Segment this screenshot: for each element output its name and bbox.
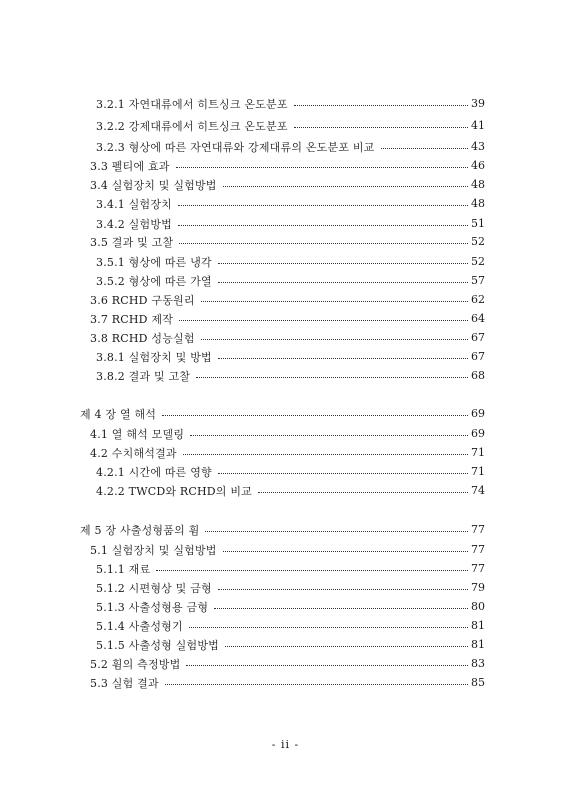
dot-leader [178, 205, 468, 206]
toc-entry-page: 52 [471, 255, 485, 268]
toc-entry-title: 제 5 장 사출성형품의 휨 [80, 523, 200, 537]
toc-entry [96, 252, 485, 271]
page-number: - ii - [271, 738, 300, 751]
dot-leader [186, 665, 468, 666]
toc-entry-page: 57 [471, 274, 485, 287]
toc-entry-page: 81 [471, 638, 485, 651]
toc-entry-title: 3.6 RCHD 구동원리 [90, 293, 195, 307]
toc-entry [96, 481, 485, 500]
dot-leader [190, 435, 468, 436]
dot-leader [218, 589, 468, 590]
dot-leader [218, 473, 468, 474]
toc-entry-title: 3.2.3 형상에 따른 자연대류와 강제대류의 온도분포 비교 [96, 140, 375, 154]
toc-entry-page: 64 [471, 312, 485, 325]
toc-entry [90, 424, 485, 443]
toc-entry [90, 328, 485, 347]
toc-entry-page: 69 [471, 407, 485, 420]
toc-entry-page: 77 [471, 523, 485, 536]
toc-entry-title: 3.4.1 실험장치 [96, 197, 172, 211]
toc-entry [90, 654, 485, 673]
toc-entry-title: 5.1.5 사출성형 실험방법 [96, 638, 219, 652]
dot-leader [205, 531, 468, 532]
toc-entry-title: 5.1.2 시편형상 및 금형 [96, 581, 212, 595]
toc-entry-page: 39 [471, 97, 485, 110]
toc-entry-title: 5.1 실험장치 및 실험방법 [90, 543, 217, 557]
dot-leader [218, 263, 468, 264]
toc-entry-title: 4.2.2 TWCD와 RCHD의 비교 [96, 484, 252, 498]
toc-entry [90, 309, 485, 328]
toc-entry-page: 74 [471, 484, 485, 497]
dot-leader [218, 358, 468, 359]
toc-entry-page: 69 [471, 427, 485, 440]
toc-entry-title: 3.4.2 실험방법 [96, 217, 172, 231]
toc-entry [90, 156, 485, 175]
toc-entry [96, 194, 485, 213]
dot-leader [214, 608, 468, 609]
toc-entry [96, 578, 485, 597]
toc-entry-title: 3.8 RCHD 성능실험 [90, 331, 195, 345]
toc-entry [96, 616, 485, 635]
toc-entry-title: 3.5.2 형상에 따른 가열 [96, 274, 212, 288]
toc-entry-title: 5.2 휨의 측정방법 [90, 657, 181, 671]
toc-entry [96, 116, 485, 135]
dot-leader [294, 105, 468, 106]
toc-chapter [80, 404, 485, 423]
toc-entry-title: 5.3 실험 결과 [90, 676, 159, 690]
toc-entry-title: 3.3 펠티에 효과 [90, 159, 170, 173]
toc-entry [96, 347, 485, 366]
toc-entry [96, 559, 485, 578]
toc-entry-page: 81 [471, 619, 485, 632]
toc-entry-page: 83 [471, 657, 485, 670]
toc-entry [96, 214, 485, 233]
toc-entry-title: 3.4 실험장치 및 실험방법 [90, 178, 217, 192]
dot-leader [183, 454, 468, 455]
toc-entry-page: 41 [471, 119, 485, 132]
toc-entry-title: 3.8.2 결과 및 고찰 [96, 369, 191, 383]
toc-entry-title: 3.5 결과 및 고찰 [90, 235, 174, 249]
toc-entry-title: 4.2 수치해석결과 [90, 446, 177, 460]
toc-entry [90, 443, 485, 462]
dot-leader [201, 339, 468, 340]
dot-leader [179, 320, 468, 321]
dot-leader [189, 627, 468, 628]
toc-entry-page: 43 [471, 140, 485, 153]
toc-entry-title: 4.2.1 시간에 따른 영향 [96, 465, 212, 479]
toc-entry-page: 71 [471, 465, 485, 478]
dot-leader [156, 570, 468, 571]
toc-entry-page: 51 [471, 217, 485, 230]
toc-entry-title: 3.2.1 자연대류에서 히트싱크 온도분포 [96, 97, 288, 111]
toc-entry-title: 5.1.3 사출성형용 금형 [96, 600, 209, 614]
toc-entry [96, 635, 485, 654]
toc-entry-page: 79 [471, 581, 485, 594]
toc-entry-page: 80 [471, 600, 485, 613]
toc-entry-title: 3.5.1 형상에 따른 냉각 [96, 255, 212, 269]
dot-leader [162, 415, 468, 416]
toc-entry [96, 366, 485, 385]
dot-leader [201, 301, 468, 302]
toc-entry [96, 597, 485, 616]
toc-entry-page: 46 [471, 159, 485, 172]
toc-entry [90, 540, 485, 559]
toc-entry-page: 85 [471, 676, 485, 689]
toc-entry [96, 137, 485, 156]
toc-entry-title: 제 4 장 열 해석 [80, 407, 157, 421]
toc-entry [90, 673, 485, 692]
toc-entry-title: 4.1 열 해석 모델링 [90, 427, 185, 441]
toc-entry-page: 48 [471, 197, 485, 210]
dot-leader [381, 148, 468, 149]
toc-chapter [80, 520, 485, 539]
dot-leader [223, 551, 468, 552]
toc-entry-page: 68 [471, 369, 485, 382]
toc-entry-page: 67 [471, 331, 485, 344]
toc-entry-page: 77 [471, 543, 485, 556]
toc-entry-page: 67 [471, 350, 485, 363]
dot-leader [176, 167, 468, 168]
toc-entry-page: 62 [471, 293, 485, 306]
toc-entry [90, 232, 485, 251]
toc-entry-page: 48 [471, 178, 485, 191]
toc-entry-page: 52 [471, 235, 485, 248]
toc-entry [90, 175, 485, 194]
toc-entry-title: 5.1.1 재료 [96, 562, 151, 576]
dot-leader [294, 127, 468, 128]
dot-leader [196, 377, 468, 378]
toc-entry-title: 5.1.4 사출성형기 [96, 619, 183, 633]
toc-entry-title: 3.2.2 강제대류에서 히트싱크 온도분포 [96, 119, 288, 133]
toc-entry-page: 71 [471, 446, 485, 459]
toc-entry-page: 77 [471, 562, 485, 575]
dot-leader [225, 646, 468, 647]
toc-entry [96, 271, 485, 290]
toc-entry [90, 290, 485, 309]
toc-entry [96, 94, 485, 113]
dot-leader [258, 492, 468, 493]
toc-entry [96, 462, 485, 481]
dot-leader [178, 225, 468, 226]
toc-entry-title: 3.8.1 실험장치 및 방법 [96, 350, 212, 364]
toc-entry-title: 3.7 RCHD 제작 [90, 312, 174, 326]
dot-leader [218, 282, 468, 283]
dot-leader [223, 186, 468, 187]
dot-leader [179, 243, 468, 244]
dot-leader [165, 684, 468, 685]
